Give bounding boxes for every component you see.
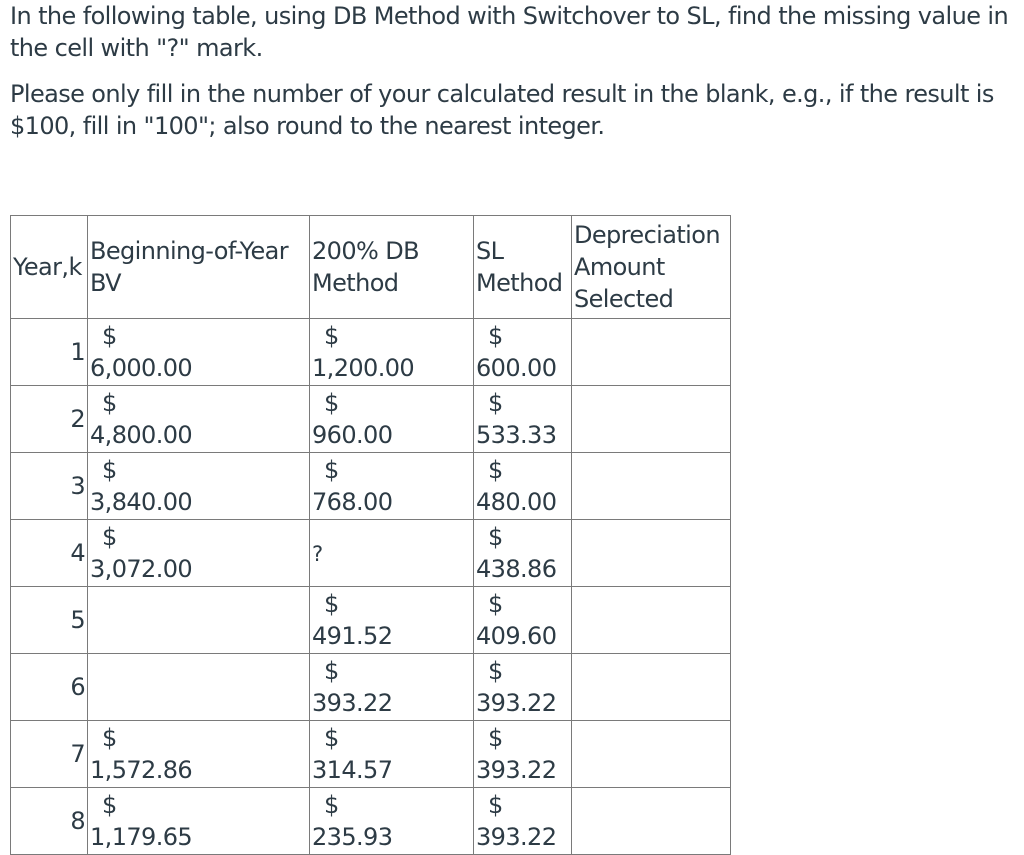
db-cell: $ 314.57 bbox=[310, 721, 474, 788]
db-missing-cell bbox=[310, 520, 474, 587]
table-row bbox=[11, 453, 731, 520]
sl-cell: $ 393.22 bbox=[474, 788, 572, 855]
missing-value-mark: ? bbox=[312, 541, 323, 566]
dep-selected-cell bbox=[572, 721, 731, 788]
db-cell: $ 768.00 bbox=[310, 453, 474, 520]
header-year: Year,k bbox=[11, 216, 88, 319]
table-row bbox=[11, 319, 731, 386]
sl-cell: $ 393.22 bbox=[474, 721, 572, 788]
table-row bbox=[11, 721, 731, 788]
year-cell: 4 bbox=[11, 520, 88, 587]
year-cell: 2 bbox=[11, 386, 88, 453]
instruction-text: Please only fill in the number of your calculated result in the blank, e.g., if the result is $100, fill in "100"; also round to the nearest integer. bbox=[10, 80, 994, 140]
dep-selected-cell bbox=[572, 520, 731, 587]
bv-cell: $ 1,572.86 bbox=[88, 721, 310, 788]
bv-cell bbox=[88, 654, 310, 721]
year-cell: 7 bbox=[11, 721, 88, 788]
year-cell: 8 bbox=[11, 788, 88, 855]
table-row bbox=[11, 654, 731, 721]
depreciation-table bbox=[10, 215, 731, 855]
db-cell: $ 393.22 bbox=[310, 654, 474, 721]
db-cell: $ 235.93 bbox=[310, 788, 474, 855]
dep-selected-cell bbox=[572, 386, 731, 453]
header-depreciation-selected: Depreciation Amount Selected bbox=[572, 216, 731, 319]
db-cell: $ 960.00 bbox=[310, 386, 474, 453]
sl-cell: $ 393.22 bbox=[474, 654, 572, 721]
bv-cell: $ 3,072.00 bbox=[88, 520, 310, 587]
sl-cell: $ 438.86 bbox=[474, 520, 572, 587]
dep-selected-cell bbox=[572, 453, 731, 520]
dep-selected-cell bbox=[572, 319, 731, 386]
table-row bbox=[11, 386, 731, 453]
bv-cell: $ 4,800.00 bbox=[88, 386, 310, 453]
year-cell: 3 bbox=[11, 453, 88, 520]
db-cell: $ 1,200.00 bbox=[310, 319, 474, 386]
dep-selected-cell bbox=[572, 587, 731, 654]
bv-cell: $ 3,840.00 bbox=[88, 453, 310, 520]
table-row bbox=[11, 788, 731, 855]
sl-cell: $ 409.60 bbox=[474, 587, 572, 654]
question-text: In the following table, using DB Method with Switchover to SL, find the missing value in the cell with "?" mark. bbox=[10, 2, 1009, 62]
sl-cell: $ 600.00 bbox=[474, 319, 572, 386]
year-cell: 1 bbox=[11, 319, 88, 386]
header-db-method: 200% DB Method bbox=[310, 216, 474, 319]
bv-cell bbox=[88, 587, 310, 654]
table-header-row bbox=[11, 216, 731, 319]
sl-cell: $ 480.00 bbox=[474, 453, 572, 520]
db-cell: $ 491.52 bbox=[310, 587, 474, 654]
table-row bbox=[11, 587, 731, 654]
header-beginning-bv: Beginning-of-Year BV bbox=[88, 216, 310, 319]
bv-cell: $ 1,179.65 bbox=[88, 788, 310, 855]
table-row bbox=[11, 520, 731, 587]
dep-selected-cell bbox=[572, 788, 731, 855]
year-cell: 5 bbox=[11, 587, 88, 654]
dep-selected-cell bbox=[572, 654, 731, 721]
sl-cell: $ 533.33 bbox=[474, 386, 572, 453]
header-sl-method: SL Method bbox=[474, 216, 572, 319]
year-cell: 6 bbox=[11, 654, 88, 721]
bv-cell: $ 6,000.00 bbox=[88, 319, 310, 386]
